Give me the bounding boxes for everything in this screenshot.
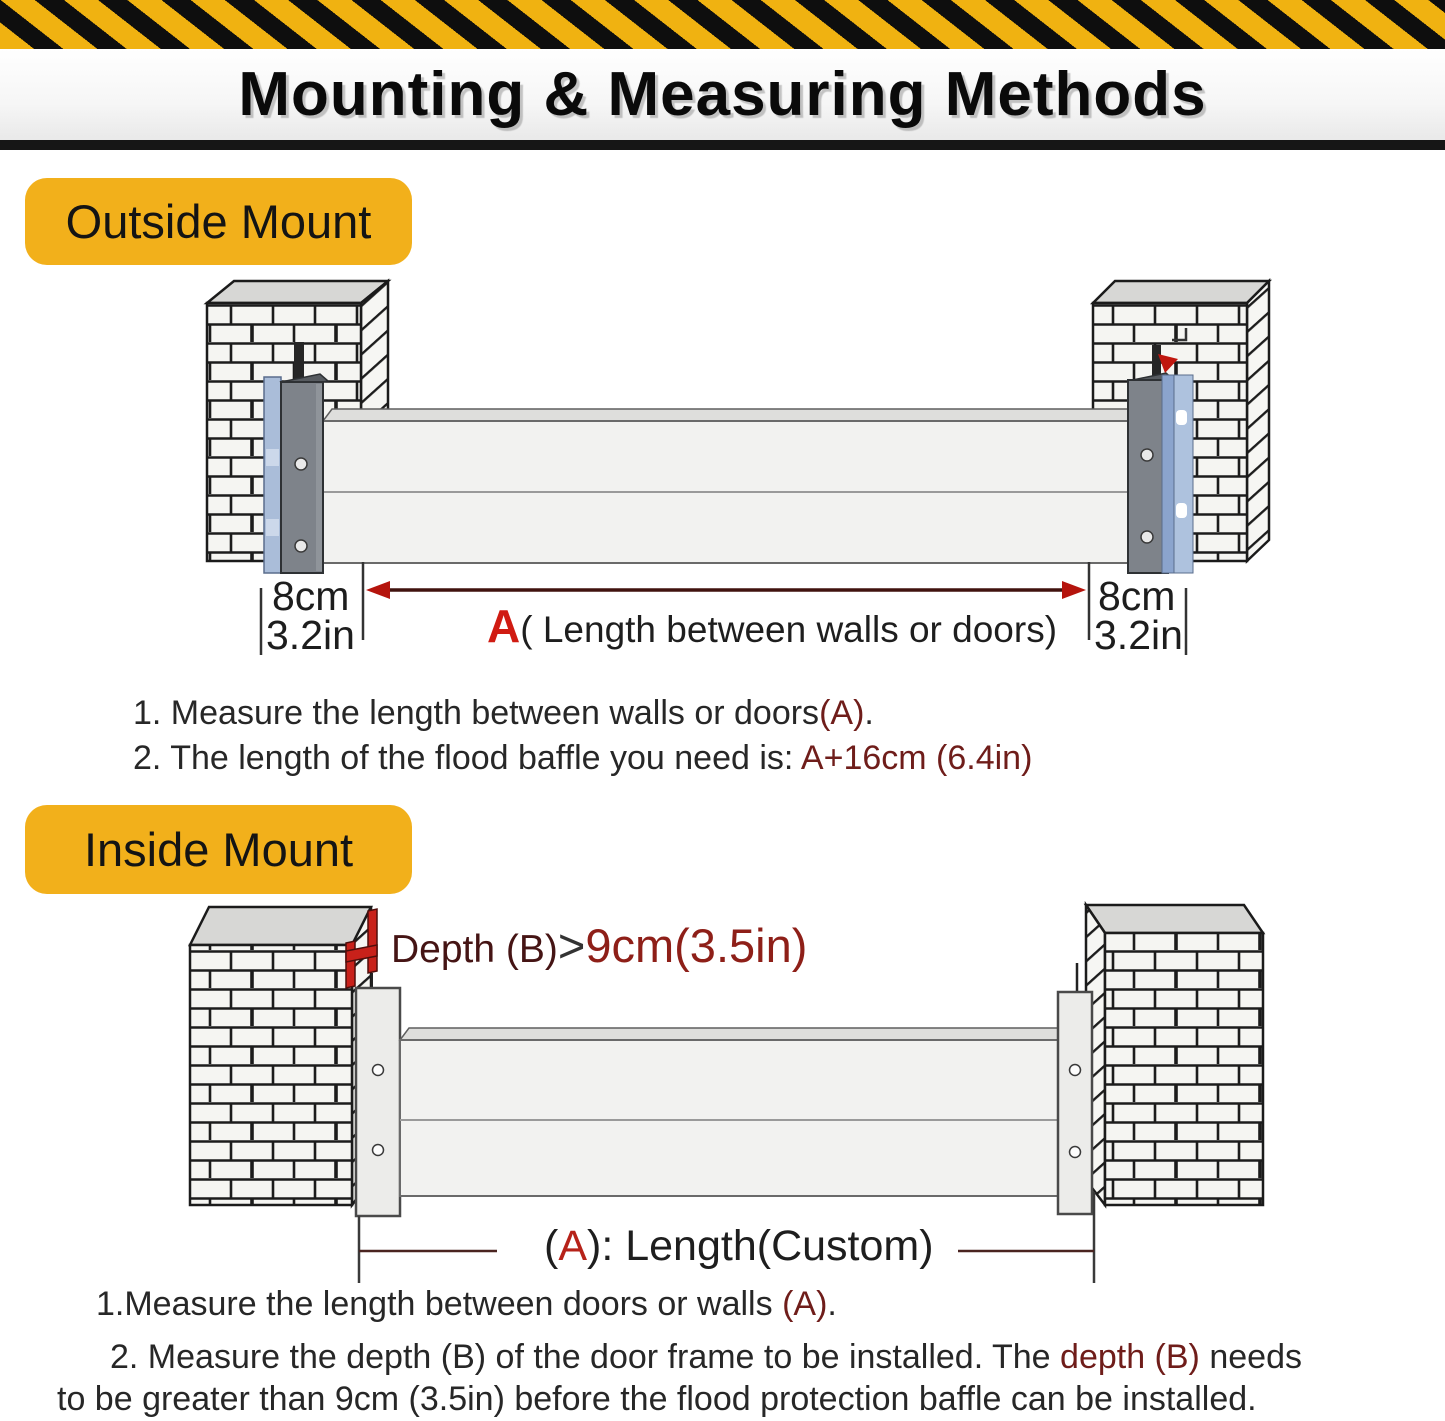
screw-hole (1070, 1065, 1081, 1076)
left-offset-in: 3.2in (266, 612, 355, 658)
right-offset-in: 3.2in (1094, 612, 1183, 658)
inside-mount-badge-label: Inside Mount (83, 823, 354, 876)
outside-mount-badge (25, 178, 412, 265)
screw-hole (1141, 449, 1153, 461)
outside-step-2: 2. The length of the flood baffle you need is: A+16cm (6.4in) (133, 739, 1033, 777)
screw-hole (1070, 1147, 1081, 1158)
inside-step-2: 2. Measure the depth (B) of the door frame to be installed. The depth (B) needs (110, 1338, 1302, 1376)
screw-hole (1141, 531, 1153, 543)
page-title: Mounting & Measuring Methods (238, 60, 1207, 129)
title-band (0, 49, 1445, 140)
span-caption-text: ( Length between walls or doors) (520, 609, 1058, 650)
arrowhead-left (366, 581, 390, 599)
inside-step-2-cont: to be greater than 9cm (3.5in) before the flood protection baffle can be installed. (57, 1380, 1257, 1418)
rubber-seal-strip (264, 377, 281, 573)
right-rail (1058, 992, 1092, 1214)
inside-flood-barrier (400, 1028, 1067, 1196)
span-caption-a: A (487, 600, 521, 652)
right-mount-bracket (1128, 354, 1193, 573)
screw-hole (295, 540, 307, 552)
title-divider-bar (0, 140, 1445, 150)
span-caption (487, 601, 1057, 653)
left-offset-cm: 8cm (272, 573, 350, 619)
frame-gap-notch (294, 342, 304, 382)
hazard-stripe-banner (0, 0, 1445, 49)
depth-label-text: Depth (B) (391, 928, 558, 971)
outside-mount-badge-label: Outside Mount (65, 195, 372, 248)
greater-than-sign: > (557, 919, 586, 972)
inside-right-pillar (1077, 905, 1263, 1205)
inside-mount-badge (25, 805, 412, 894)
screw-hole (373, 1065, 384, 1076)
inside-left-pillar (190, 907, 371, 1205)
left-rail (356, 988, 400, 1216)
screw-hole (373, 1145, 384, 1156)
length-a: A (558, 1222, 588, 1270)
screw-hole (295, 458, 307, 470)
flood-barrier (323, 409, 1177, 563)
inside-step-1: 1.Measure the length between doors or walls (A). (96, 1285, 837, 1323)
depth-value: 9cm(3.5in) (585, 919, 808, 972)
custom-length-label: ( A ): Length(Custom) (544, 1222, 934, 1270)
arrowhead-right (1062, 581, 1086, 599)
right-offset-cm: 8cm (1098, 573, 1176, 619)
left-mount-bracket (264, 374, 328, 573)
outside-step-1: 1. Measure the length between walls or doors(A). (133, 694, 874, 732)
rubber-seal-strip (1174, 375, 1193, 573)
depth-label (391, 920, 807, 973)
